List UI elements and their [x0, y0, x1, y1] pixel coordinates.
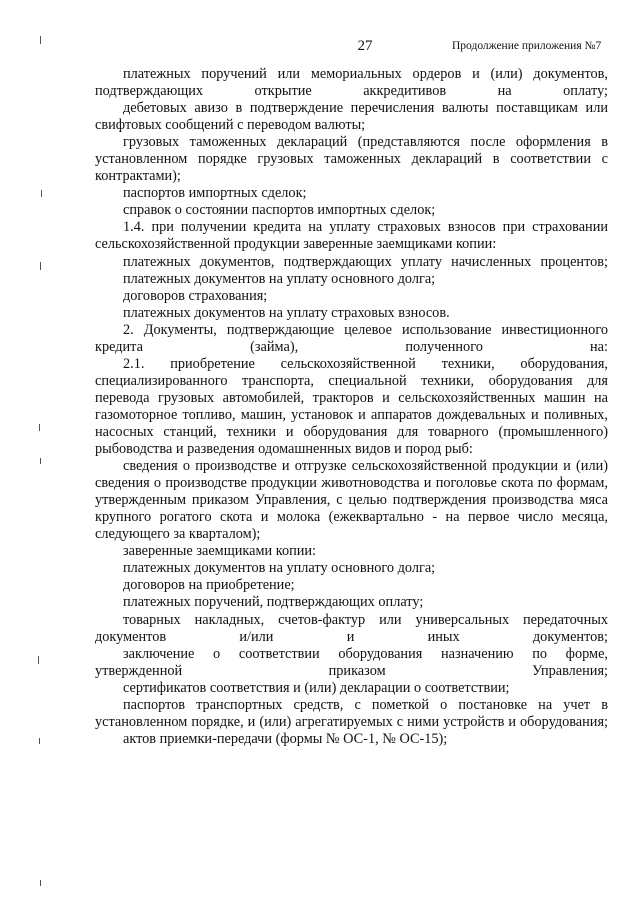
- paragraph: товарных накладных, счетов-фактур или универсальных передаточных документов и/или и иных документов;: [95, 611, 608, 645]
- paragraph: паспортов импортных сделок;: [123, 185, 307, 202]
- paragraph: договоров страхования;: [123, 287, 268, 304]
- scan-mark: [40, 262, 41, 270]
- paragraph: грузовых таможенных деклараций (представляются после оформления в установленном порядке грузовых таможенных деклараций в соответствии с контрактами);: [95, 134, 608, 185]
- paragraph: платежных поручений или мемориальных ордеров и (или) документов, подтверждающих открытие аккредитивов на оплату;: [95, 66, 608, 100]
- scan-mark: [40, 458, 41, 464]
- paragraph: 1.4. при получении кредита на уплату страховых взносов при страховании сельскохозяйственной продукции заверенные заемщиками копии:: [95, 219, 608, 253]
- page-number: 27: [357, 38, 373, 54]
- paragraph: договоров на приобретение;: [123, 577, 295, 594]
- scan-mark: [40, 880, 41, 886]
- paragraph: 2.1. приобретение сельскохозяйственной техники, оборудования, специализированного транспорта, специальной техники, оборудования для перевода грузовых автомобилей, тракторов и сельскохозяйственных машин на газомоторное топливо, машин, установок и аппаратов дождевальных и поливных, насосных станций, техники и оборудования для товарного (промышленного) рыбоводства и разведения одомашненных видов и пород рыб:: [95, 355, 608, 458]
- scan-mark: [39, 424, 40, 431]
- paragraph: платежных документов на уплату основного долга;: [123, 560, 436, 577]
- paragraph: сертификатов соответствия и (или) декларации о соответствии;: [123, 679, 510, 696]
- continuation-note: Продолжение приложения №7: [452, 40, 602, 52]
- scan-mark: [39, 738, 40, 744]
- paragraph: дебетовых авизо в подтверждение перечисления валюты поставщикам или свифтовых сообщений с переводом валюты;: [95, 100, 608, 134]
- paragraph: платежных документов на уплату основного долга;: [123, 270, 436, 287]
- paragraph: справок о состоянии паспортов импортных сделок;: [123, 202, 436, 219]
- paragraph: сведения о производстве и отгрузке сельскохозяйственной продукции и (или) сведения о производстве продукции животноводства и поголовье скота по формам, утвержденным приказом Управления, с целью подтверждения производства мяса крупного рогатого скота и молока (ежеквартально - на первое число месяца, следующего за кварталом);: [95, 458, 608, 543]
- paragraph: актов приемки-передачи (формы № ОС-1, № ОС-15);: [123, 730, 448, 747]
- scan-mark: [38, 656, 39, 664]
- paragraph: платежных документов, подтверждающих уплату начисленных процентов;: [123, 253, 608, 270]
- paragraph: 2. Документы, подтверждающие целевое использование инвестиционного кредита (займа), полученного на:: [95, 321, 608, 355]
- body-text: [95, 66, 608, 748]
- scan-mark: [40, 36, 41, 44]
- paragraph: паспортов транспортных средств, с пометкой о постановке на учет в установленном порядке, и (или) агрегатируемых с ними устройств и оборудования;: [95, 696, 608, 730]
- paragraph: платежных документов на уплату страховых взносов.: [123, 304, 450, 321]
- paragraph: заключение о соответствии оборудования назначению по форме, утвержденной приказом Управления;: [95, 645, 608, 679]
- paragraph: заверенные заемщиками копии:: [123, 543, 317, 560]
- paragraph: платежных поручений, подтверждающих оплату;: [123, 594, 424, 611]
- scan-mark: [41, 190, 42, 197]
